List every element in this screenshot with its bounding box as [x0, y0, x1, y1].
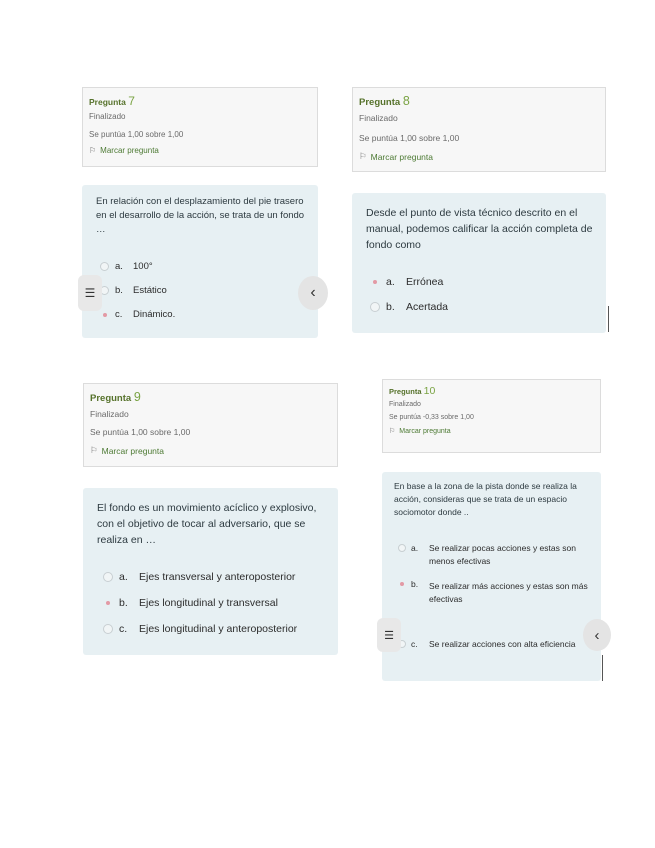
option-text: Ejes longitudinal y transversal — [139, 597, 278, 609]
question-7-text: En relación con el desplazamiento del pie trasero en el desarrollo de la acción, se trata de un fondo … — [96, 196, 305, 235]
radio-button-selected[interactable] — [398, 580, 406, 588]
question-9-flag-link[interactable] — [90, 445, 337, 456]
option-letter: b. — [119, 597, 128, 609]
flag-label: Marcar pregunta — [370, 151, 433, 162]
option-text: Errónea — [406, 276, 444, 288]
question-8-score: Se puntúa 1,00 sobre 1,00 — [359, 133, 460, 143]
question-9-title — [90, 390, 337, 404]
question-8-title — [359, 94, 605, 108]
question-7-score: Se puntúa 1,00 sobre 1,00 — [89, 130, 184, 139]
radio-button-selected[interactable] — [100, 310, 109, 319]
option-letter: a. — [411, 543, 419, 553]
question-8-option-b[interactable] — [370, 301, 448, 313]
question-number: 9 — [133, 390, 141, 404]
question-9-status: Finalizado — [90, 409, 129, 419]
radio-button[interactable] — [103, 572, 113, 582]
flag-icon: ⚐ — [389, 428, 396, 435]
question-7-status: Finalizado — [89, 112, 126, 121]
radio-button-selected[interactable] — [103, 598, 113, 608]
question-7-flag-link[interactable] — [89, 146, 317, 155]
option-letter: b. — [115, 285, 123, 296]
question-10-flag-link[interactable] — [389, 427, 600, 435]
question-10-info — [382, 379, 601, 453]
question-number: 8 — [402, 94, 410, 108]
question-7-title — [89, 94, 317, 108]
option-letter: c. — [411, 639, 418, 649]
question-8-option-a[interactable] — [370, 276, 443, 288]
question-10-text: En base a la zona de la pista donde se realiza la acción, consideras que se trata de un espacio sociomotor donde .. — [394, 481, 577, 517]
question-9-text: El fondo es un movimiento acíclico y explosivo, con el objetivo de tocar al adversario, que se realiza en … — [97, 502, 317, 546]
question-9-body — [83, 488, 338, 655]
question-7-body — [82, 185, 318, 338]
option-text: Acertada — [406, 301, 449, 313]
question-7-option-a[interactable] — [100, 261, 153, 272]
question-10-title — [389, 385, 600, 397]
question-9-option-b[interactable] — [103, 597, 278, 609]
option-text: 100° — [133, 261, 153, 272]
option-letter: a. — [386, 276, 395, 288]
question-8-body — [352, 193, 606, 333]
collapse-drawer-button[interactable] — [298, 276, 328, 310]
option-letter: a. — [115, 261, 123, 272]
question-10-option-a[interactable] — [398, 542, 598, 568]
option-text: Ejes transversal y anteroposterior — [139, 571, 296, 583]
question-9-option-c[interactable] — [103, 623, 297, 635]
question-label: Pregunta — [359, 97, 401, 108]
radio-button[interactable] — [103, 624, 113, 634]
flag-icon: ⚐ — [359, 151, 367, 161]
chevron-left-icon: ‹ — [594, 626, 600, 644]
question-number: 7 — [128, 94, 135, 108]
scroll-indicator — [608, 306, 609, 332]
chevron-left-icon: ‹ — [310, 284, 316, 301]
option-text: Se realizar más acciones y estas son más efectivas — [429, 581, 588, 604]
question-10-status: Finalizado — [389, 401, 421, 408]
question-9-info — [83, 383, 338, 467]
option-letter: b. — [386, 301, 395, 313]
question-9-option-a[interactable] — [103, 571, 295, 583]
question-8-info — [352, 87, 606, 172]
option-text: Ejes longitudinal y anteroposterior — [139, 623, 298, 635]
question-number: 10 — [423, 385, 436, 397]
option-text: Se realizar acciones con alta eficiencia — [429, 639, 576, 649]
question-10-score: Se puntúa -0,33 sobre 1,00 — [389, 414, 474, 421]
option-letter: a. — [119, 571, 128, 583]
question-9-score: Se puntúa 1,00 sobre 1,00 — [90, 427, 191, 437]
question-label: Pregunta — [89, 97, 126, 107]
question-nav-toggle-button[interactable] — [78, 275, 102, 311]
option-text: Estático — [133, 285, 167, 296]
list-icon: ☰ — [84, 286, 96, 300]
option-letter: b. — [411, 579, 419, 589]
question-7-info — [82, 87, 318, 167]
radio-button[interactable] — [370, 302, 380, 312]
question-label: Pregunta — [90, 393, 132, 404]
flag-label: Marcar pregunta — [101, 445, 164, 456]
question-8-status: Finalizado — [359, 113, 398, 123]
question-10-option-b[interactable] — [398, 580, 598, 606]
radio-button-selected[interactable] — [370, 277, 380, 287]
question-8-flag-link[interactable] — [359, 151, 605, 162]
list-icon: ☰ — [384, 629, 394, 642]
question-7-option-c[interactable] — [100, 309, 175, 320]
radio-button[interactable] — [398, 544, 406, 552]
question-10-body — [382, 472, 601, 681]
flag-label: Marcar pregunta — [100, 146, 159, 155]
flag-icon: ⚐ — [89, 146, 97, 155]
option-letter: c. — [115, 309, 123, 320]
option-letter: c. — [119, 623, 128, 635]
collapse-drawer-button-2[interactable] — [583, 619, 611, 651]
option-text: Dinámico. — [133, 309, 176, 320]
flag-label: Marcar pregunta — [399, 427, 451, 435]
radio-button[interactable] — [100, 262, 109, 271]
question-8-text: Desde el punto de vista técnico descrito en el manual, podemos calificar la acción completa de fondo como — [366, 207, 593, 251]
question-nav-toggle-button-2[interactable] — [377, 618, 401, 652]
flag-icon: ⚐ — [90, 445, 98, 455]
question-7-option-b[interactable] — [100, 285, 167, 296]
question-label: Pregunta — [389, 387, 422, 396]
option-text: Se realizar pocas acciones y estas son menos efectivas — [429, 543, 576, 566]
question-10-option-c[interactable] — [398, 638, 598, 651]
scroll-indicator — [602, 655, 603, 681]
